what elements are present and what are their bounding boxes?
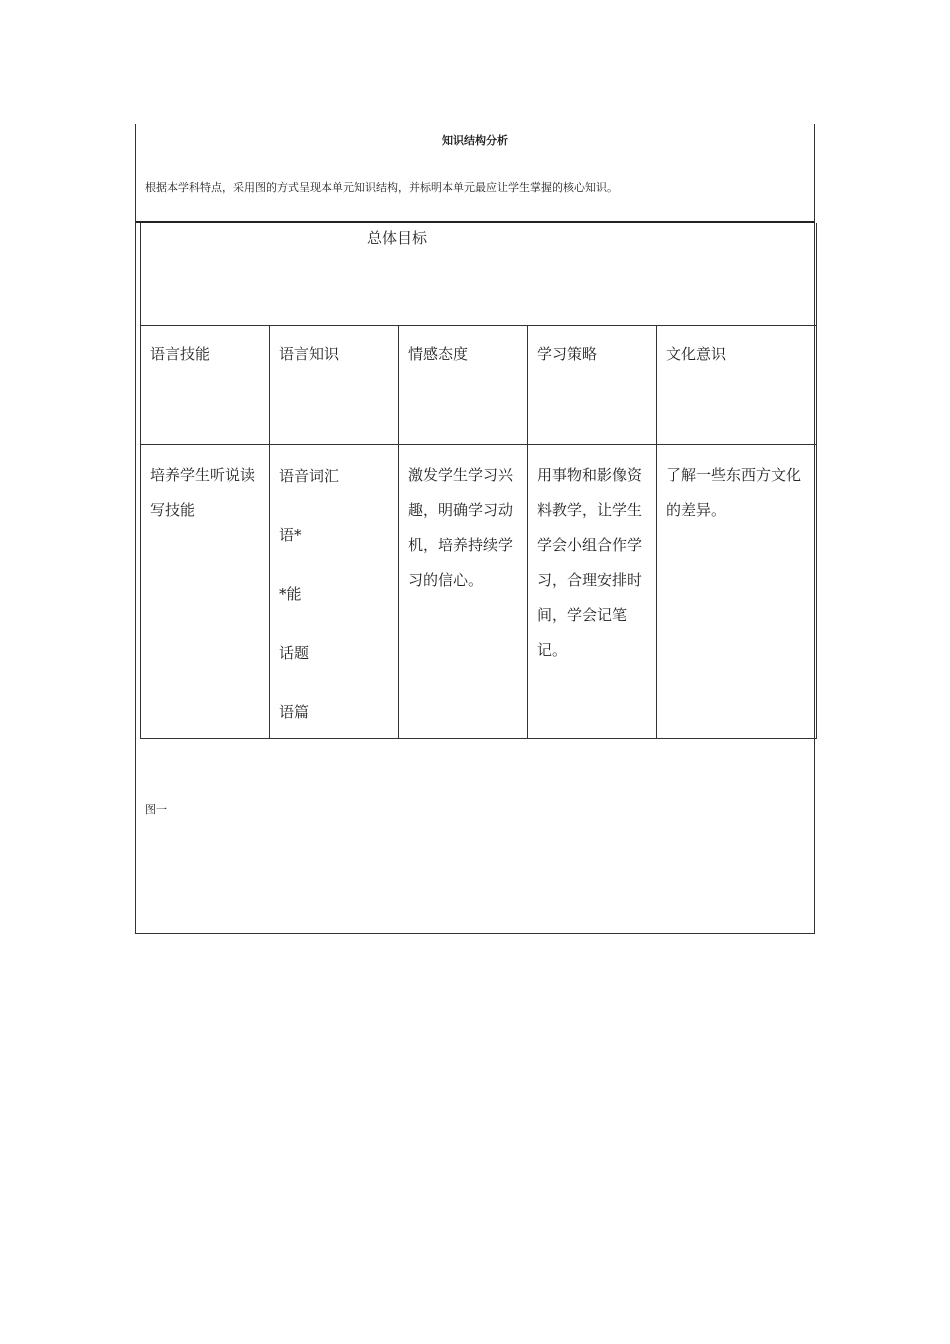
cell-emotional-attitude: 激发学生学习兴趣，明确学习动机，培养持续学习的信心。 xyxy=(399,445,528,739)
cell-language-knowledge xyxy=(270,445,399,739)
knowledge-structure-section xyxy=(135,124,815,934)
header-emotional-attitude: 情感态度 xyxy=(399,326,528,445)
section-title: 知识结构分析 xyxy=(442,134,508,147)
overall-goal-row xyxy=(141,223,816,326)
cell-cultural-awareness: 了解一些东西方文化的差异。 xyxy=(666,466,802,519)
section-intro: 根据本学科特点，采用图的方式呈现本单元知识结构，并标明本单元最应让学生掌握的核心知识。 xyxy=(145,181,618,194)
cell-language-skills: 培养学生听说读写技能 xyxy=(141,445,270,739)
knowledge-item: 话题 xyxy=(279,644,310,662)
knowledge-table xyxy=(140,223,816,739)
knowledge-item: 语篇 xyxy=(279,703,310,721)
knowledge-item: 语音词汇 xyxy=(279,467,340,485)
knowledge-item: *能 xyxy=(279,585,302,603)
overall-goal-label: 总体目标 xyxy=(367,229,428,247)
figure-label: 图一 xyxy=(145,803,167,816)
header-language-skills: 语言技能 xyxy=(141,326,270,445)
cell-learning-strategy: 用事物和影像资料教学，让学生学会小组合作学习，合理安排时间，学会记笔记。 xyxy=(528,445,657,739)
header-learning-strategy: 学习策略 xyxy=(528,326,657,445)
table-right-border xyxy=(816,223,817,739)
header-language-knowledge: 语言知识 xyxy=(270,326,399,445)
knowledge-item: 语* xyxy=(279,526,302,544)
header-cultural-awareness: 文化意识 xyxy=(657,326,816,445)
